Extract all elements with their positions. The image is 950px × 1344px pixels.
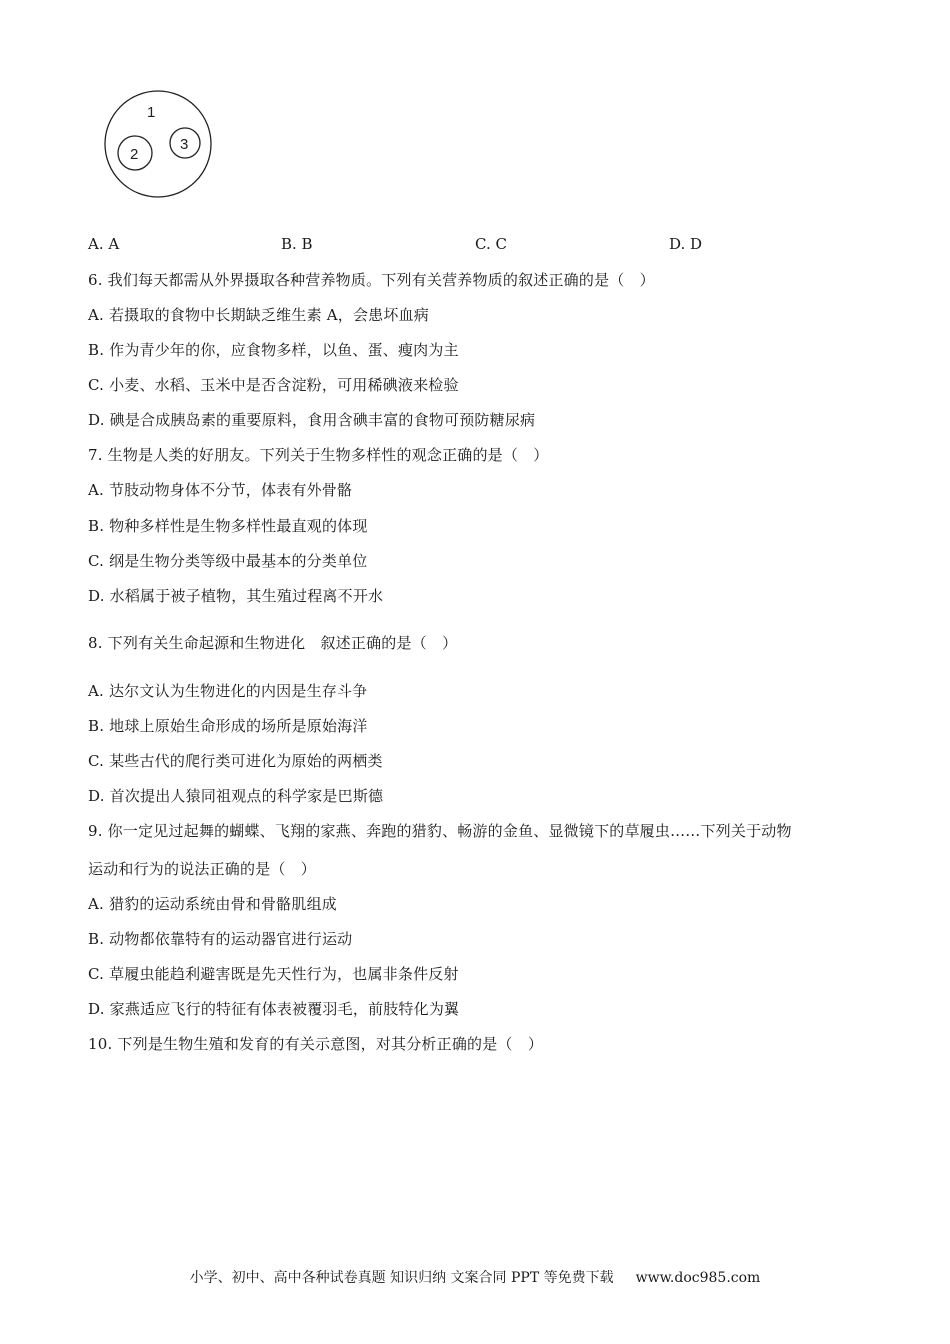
q9-stem-line-2: 运动和行为的说法正确的是（ ） bbox=[88, 860, 317, 878]
q9-option-a: A. 猎豹的运动系统由骨和骨骼肌组成 bbox=[88, 895, 337, 913]
diagram-label-1: 1 bbox=[147, 104, 156, 121]
q6-option-c: C. 小麦、水稻、玉米中是否含淀粉，可用稀碘液来检验 bbox=[88, 376, 459, 394]
q7-stem: 7. 生物是人类的好朋友。下列关于生物多样性的观念正确的是（ ） bbox=[88, 446, 549, 464]
q7-option-b: B. 物种多样性是生物多样性最直观的体现 bbox=[88, 517, 368, 535]
footer-text: 小学、初中、高中各种试卷真题 知识归纳 文案合同 PPT 等免费下载 bbox=[189, 1270, 614, 1286]
q7-option-a: A. 节肢动物身体不分节，体表有外骨骼 bbox=[88, 481, 353, 499]
q9-option-b: B. 动物都依靠特有的运动器官进行运动 bbox=[88, 930, 353, 948]
circle-relationship-diagram bbox=[100, 86, 216, 202]
q8-option-c: C. 某些古代的爬行类可进化为原始的两栖类 bbox=[88, 752, 383, 770]
nested-circles-figure bbox=[100, 86, 216, 202]
footer-url-link[interactable]: www.doc985.com bbox=[635, 1270, 761, 1286]
q6-option-b: B. 作为青少年的你，应食物多样，以鱼、蛋、瘦肉为主 bbox=[88, 341, 459, 359]
diagram-label-3: 3 bbox=[180, 136, 189, 153]
q5-option-b: B. B bbox=[281, 235, 313, 253]
q8-option-d: D. 首次提出人猿同祖观点的科学家是巴斯德 bbox=[88, 787, 384, 805]
q9-option-c: C. 草履虫能趋利避害既是先天性行为，也属非条件反射 bbox=[88, 965, 459, 983]
q8-stem: 8. 下列有关生命起源和生物进化 叙述正确的是（ ） bbox=[88, 634, 458, 652]
q10-stem: 10. 下列是生物生殖和发育的有关示意图，对其分析正确的是（ ） bbox=[88, 1035, 544, 1053]
q8-option-b: B. 地球上原始生命形成的场所是原始海洋 bbox=[88, 717, 368, 735]
q6-option-d: D. 碘是合成胰岛素的重要原料，食用含碘丰富的食物可预防糖尿病 bbox=[88, 411, 536, 429]
q5-option-c: C. C bbox=[475, 235, 507, 253]
q6-option-a: A. 若摄取的食物中长期缺乏维生素 A，会患坏血病 bbox=[88, 306, 429, 324]
q9-option-d: D. 家燕适应飞行的特征有体表被覆羽毛，前肢特化为翼 bbox=[88, 1000, 460, 1018]
page-footer bbox=[0, 1268, 950, 1288]
diagram-label-2: 2 bbox=[130, 146, 139, 163]
q5-options-row bbox=[88, 234, 728, 254]
q7-option-c: C. 纲是生物分类等级中最基本的分类单位 bbox=[88, 552, 368, 570]
q9-stem-line-1: 9. 你一定见过起舞的蝴蝶、飞翔的家燕、奔跑的猎豹、畅游的金鱼、显微镜下的草履虫……下列关于动物 bbox=[88, 822, 792, 840]
q7-option-d: D. 水稻属于被子植物，其生殖过程离不开水 bbox=[88, 587, 384, 605]
q5-option-d: D. D bbox=[669, 235, 703, 253]
q5-option-a: A. A bbox=[88, 235, 120, 253]
q8-option-a: A. 达尔文认为生物进化的内因是生存斗争 bbox=[88, 682, 368, 700]
q6-stem: 6. 我们每天都需从外界摄取各种营养物质。下列有关营养物质的叙述正确的是（ ） bbox=[88, 271, 655, 289]
